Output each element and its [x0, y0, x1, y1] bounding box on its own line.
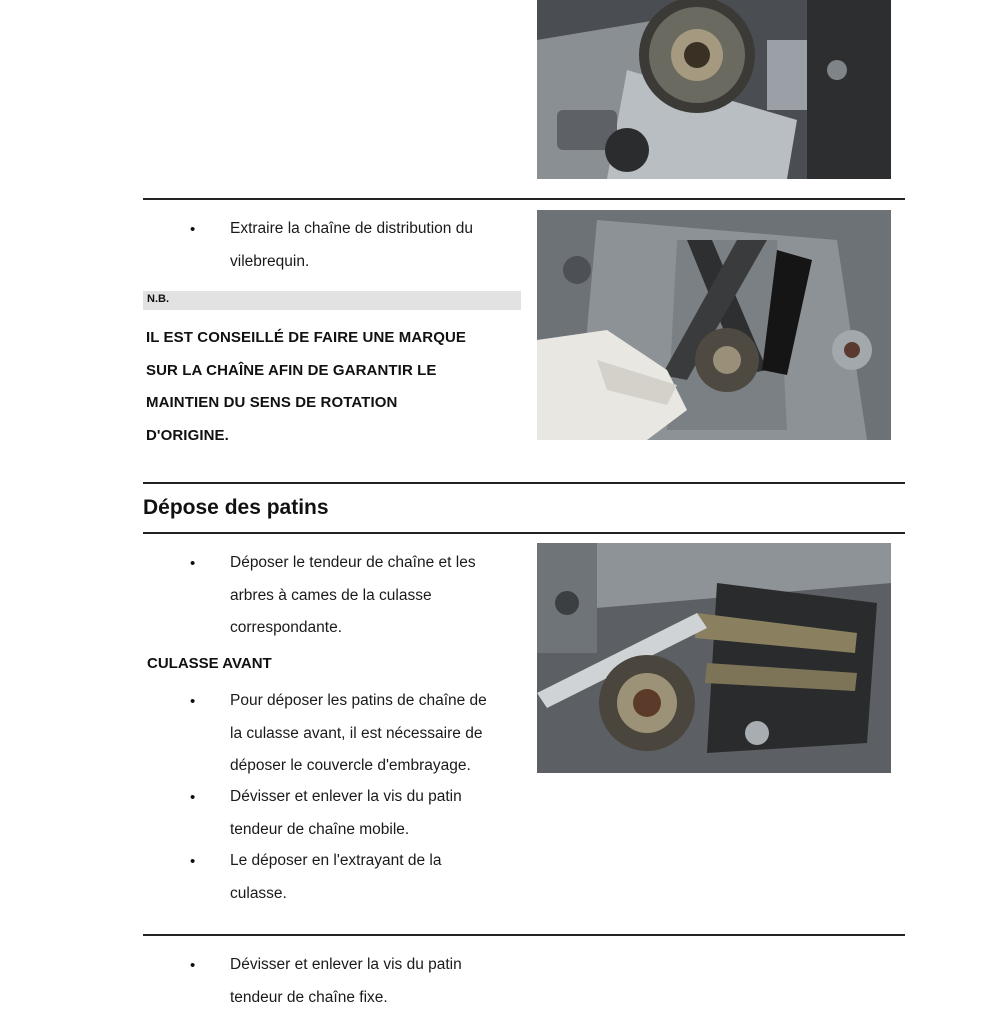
subheading: CULASSE AVANT [147, 655, 272, 672]
bullet-symbol: • [190, 789, 196, 806]
instruction-text: Déposer le tendeur de chaîne et les arbres à cames de la culasse correspondante. [230, 554, 476, 636]
divider [143, 198, 905, 200]
bullet-symbol: • [190, 693, 196, 710]
instruction-text: Le déposer en l'extrayant de la culasse. [230, 852, 442, 902]
instruction-text: Dévisser et enlever la vis du patin tendeur de chaîne fixe. [230, 956, 462, 1006]
instruction-text: Extraire la chaîne de distribution du vilebrequin. [230, 220, 473, 270]
divider [143, 934, 905, 936]
nb-label: N.B. [147, 293, 169, 305]
divider [143, 532, 905, 534]
warning-text: IL EST CONSEILLÉ DE FAIRE UNE MARQUE SUR LA CHAÎNE AFIN DE GARANTIR LE MAINTIEN DU SENS DE ROTATION D'ORIGINE. [146, 329, 467, 445]
bullet-symbol: • [190, 853, 196, 870]
nb-banner [143, 291, 521, 310]
photo-engine-gear [537, 0, 891, 179]
instruction-text: Dévisser et enlever la vis du patin tendeur de chaîne mobile. [230, 788, 462, 838]
photo-chain-removal [537, 210, 891, 440]
bullet-symbol: • [190, 957, 196, 974]
bullet-symbol: • [190, 555, 196, 572]
photo-chain-tensioner [537, 543, 891, 773]
divider [143, 482, 905, 484]
section-title: Dépose des patins [143, 496, 329, 519]
instruction-text: Pour déposer les patins de chaîne de la culasse avant, il est nécessaire de déposer le couvercle d'embrayage. [230, 692, 487, 774]
bullet-symbol: • [190, 221, 196, 238]
